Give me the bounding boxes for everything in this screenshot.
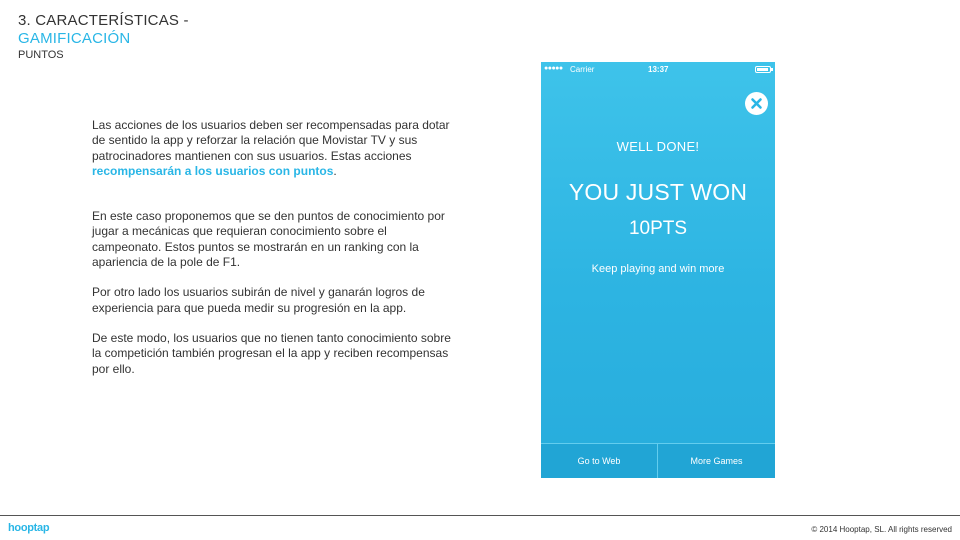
go-to-web-button[interactable]: Go to Web — [541, 444, 658, 478]
paragraph-4: De este modo, los usuarios que no tienen tanto conocimiento sobre la competición también progresan el la app y reciben recompensas por ello. — [92, 330, 451, 376]
hooptap-logo: hooptap — [8, 522, 50, 534]
footer-divider — [0, 515, 960, 516]
status-bar — [541, 62, 775, 78]
copyright-text: © 2014 Hooptap, SL. All rights reserved — [811, 525, 952, 534]
paragraph-2: En este caso proponemos que se den puntos de conocimiento por jugar a mecánicas que requieran conocimiento sobre el campeonato. Estos puntos se mostrarán en un ranking con la apariencia de la pole de F1. — [92, 209, 445, 270]
paragraph-1-highlight: recompensarán a los usuarios con puntos — [92, 163, 334, 178]
keep-playing-text: Keep playing and win more — [591, 263, 725, 275]
more-games-button[interactable]: More Games — [690, 456, 743, 466]
signal-icon: ●●●●● — [544, 65, 563, 72]
status-time: 13:37 — [648, 65, 669, 74]
heading-subtitle: GAMIFICACIÓN — [18, 30, 131, 47]
heading-title: 3. CARACTERÍSTICAS - — [18, 12, 189, 29]
points-value: 10PTS — [628, 218, 688, 239]
battery-icon — [755, 66, 771, 73]
carrier-label: Carrier — [570, 65, 595, 74]
paragraph-1-text: Las acciones de los usuarios deben ser recompensadas para dotar de sentido la app y reforzar la relación que Movistar TV y sus patrocinadores mantienen con sus usuarios. Estas acciones — [92, 118, 450, 163]
body-text — [92, 118, 454, 392]
paragraph-1 — [92, 118, 454, 179]
paragraph-3: Por otro lado los usuarios subirán de nivel y ganarán logros de experiencia para que pueda medir su progresión en la app. — [92, 285, 425, 315]
won-heading: YOU JUST WON — [568, 179, 748, 205]
phone-footer — [541, 443, 775, 478]
heading-section: PUNTOS — [18, 49, 64, 61]
well-done-title: WELL DONE! — [616, 139, 700, 154]
slide-heading — [18, 12, 189, 62]
phone-mockup — [541, 62, 775, 478]
close-icon — [745, 92, 768, 115]
paragraph-1-end: . — [333, 163, 337, 178]
close-button[interactable] — [745, 92, 768, 115]
